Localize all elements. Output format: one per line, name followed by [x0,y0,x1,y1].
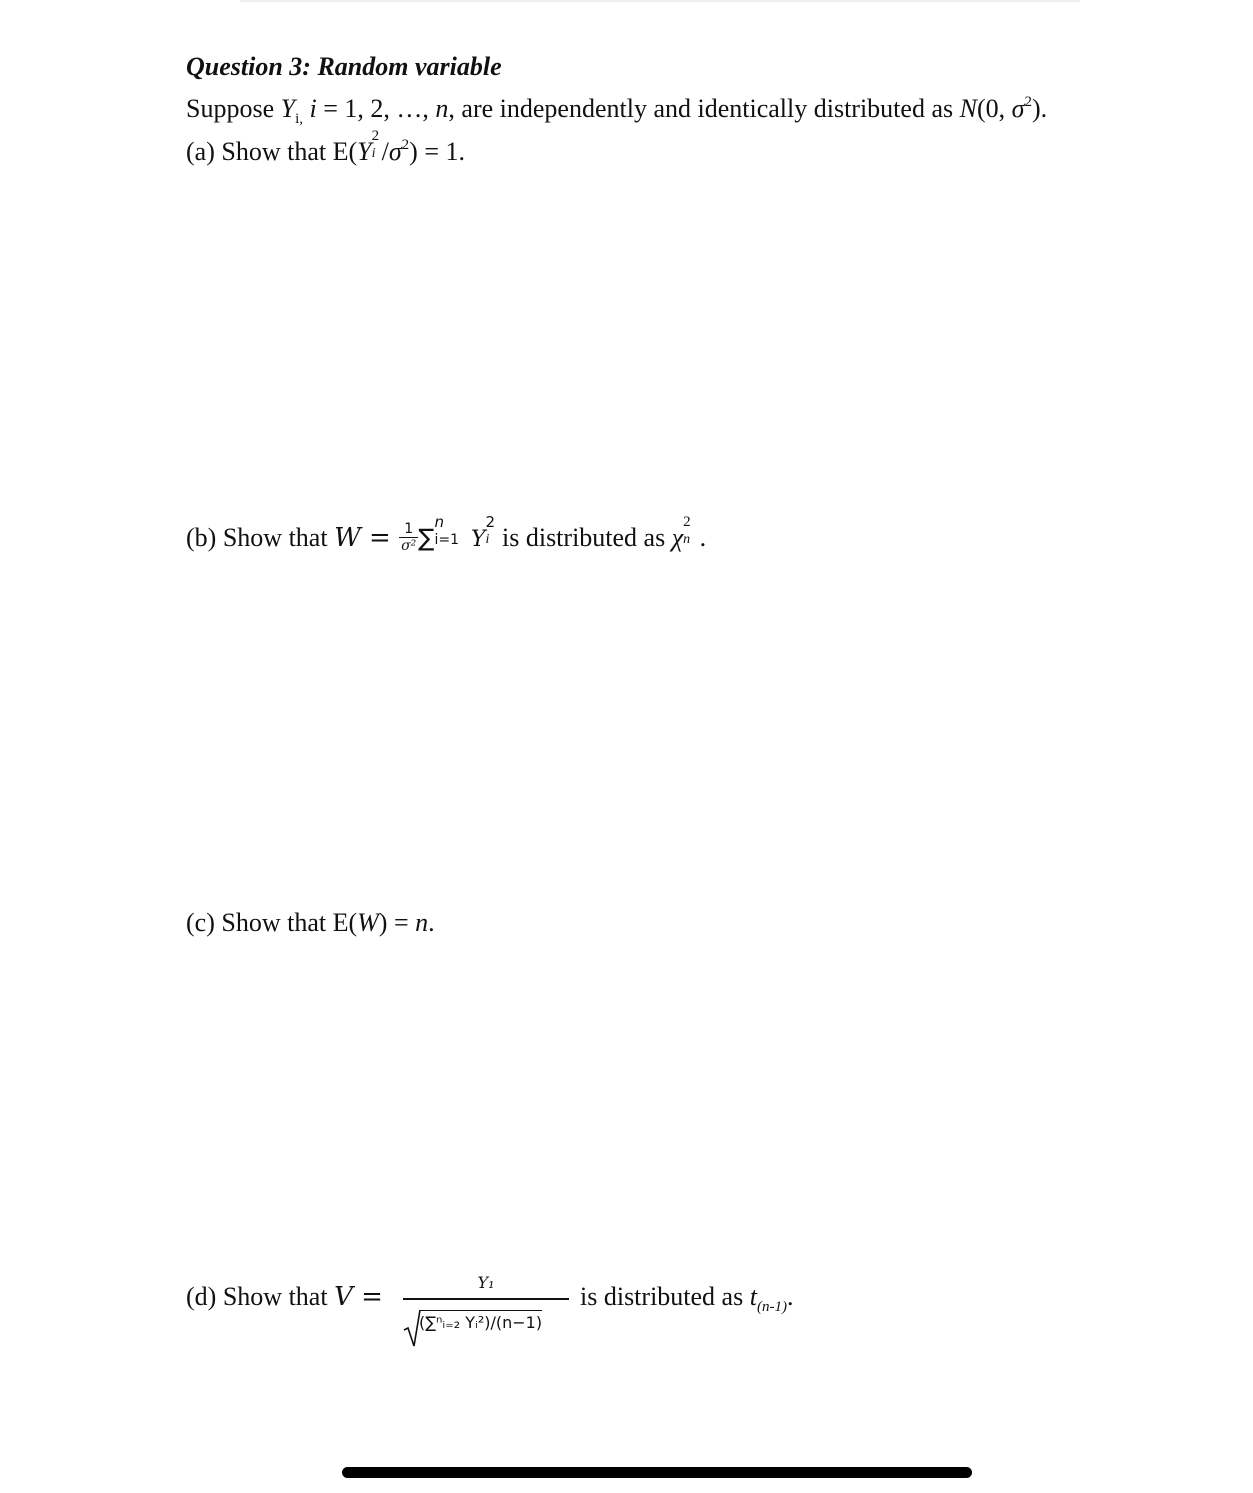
part-d-v: V [334,1282,353,1312]
part-d-tail [580,1281,793,1317]
part-a-text: Show that E( [214,137,358,166]
part-c-n: n [415,908,429,937]
part-d-fraction [403,1270,569,1350]
part-b-tail: is distributed as [495,523,672,552]
part-b-chi: χ [671,523,684,552]
intro-text: Suppose [186,94,281,123]
part-d-label: (d) [186,1282,217,1311]
part-b [186,513,707,557]
part-c-end: . [428,908,435,937]
part-b-chi-sub: n [683,532,691,547]
part-b-sum-sup: n [434,513,444,531]
part-a-y-sub: i [371,146,376,161]
part-d-frac-num: Y₁ [477,1273,495,1292]
intro-normal: N [959,94,977,123]
part-a-label: (a) [186,137,215,166]
part-c-label: (c) [186,908,215,937]
part-c [186,907,435,939]
part-a-y-scripts [371,128,382,161]
intro-range: = 1, 2, …, [316,94,436,123]
part-a [186,128,465,172]
question-title: Question 3: Random variable [186,52,502,81]
part-c-text: Show that E( [214,908,358,937]
question-intro [186,93,1047,129]
part-b-chi-sup: 2 [683,514,691,530]
intro-n: n [435,94,449,123]
top-divider [240,0,1080,2]
part-d-frac-bar [403,1298,569,1300]
part-b-y-sup: 2 [485,513,496,531]
part-d [186,1281,383,1313]
part-b-end: . [693,523,707,552]
part-b-sum: ∑ [418,524,435,552]
part-a-y: Y [357,137,372,166]
part-b-label: (b) [186,523,217,552]
part-b-eq: = [360,523,400,553]
part-d-tail-text: is distributed as [580,1282,750,1311]
intro-i: i [309,94,317,123]
part-a-sigma-sup: 2 [401,137,410,153]
part-b-chi-scripts [683,514,693,547]
part-b-frac-den: σ² [401,537,417,554]
intro-paren: (0, [976,94,1012,123]
intro-mid: , are independently and identically distributed as [448,94,960,123]
part-a-slash: / [381,137,389,166]
part-d-frac-den: (∑ⁿᵢ₌₂ Yᵢ²)/(n−1) [419,1310,542,1332]
intro-y-sub: i, [295,111,304,127]
part-b-sum-sub: i=1 [434,532,459,548]
intro-close: ). [1031,94,1048,123]
part-a-y-sup: 2 [371,128,380,144]
intro-y: Y [280,94,296,123]
part-b-fraction [399,521,418,554]
part-b-w: W [334,523,361,553]
part-d-t-sub: (n-1) [756,1299,787,1315]
part-c-mid: ) = [378,908,416,937]
intro-sigma: σ [1011,94,1025,123]
part-a-rest: ) = 1. [409,137,465,166]
part-d-eq: = [352,1282,383,1312]
part-b-frac-num: 1 [404,520,414,537]
part-a-sigma: σ [388,137,402,166]
part-d-end: . [786,1282,794,1311]
part-b-y: Y [470,527,486,552]
part-d-t: t [749,1282,757,1311]
home-indicator-bar[interactable] [342,1467,972,1478]
part-b-y-sub: i [485,532,490,547]
intro-sigma-sup: 2 [1024,94,1032,110]
part-c-w: W [357,908,379,937]
part-b-sum-limits [434,513,464,548]
part-d-text: Show that [216,1282,335,1311]
part-b-y-scripts [485,513,496,547]
part-b-text: Show that [216,523,335,552]
